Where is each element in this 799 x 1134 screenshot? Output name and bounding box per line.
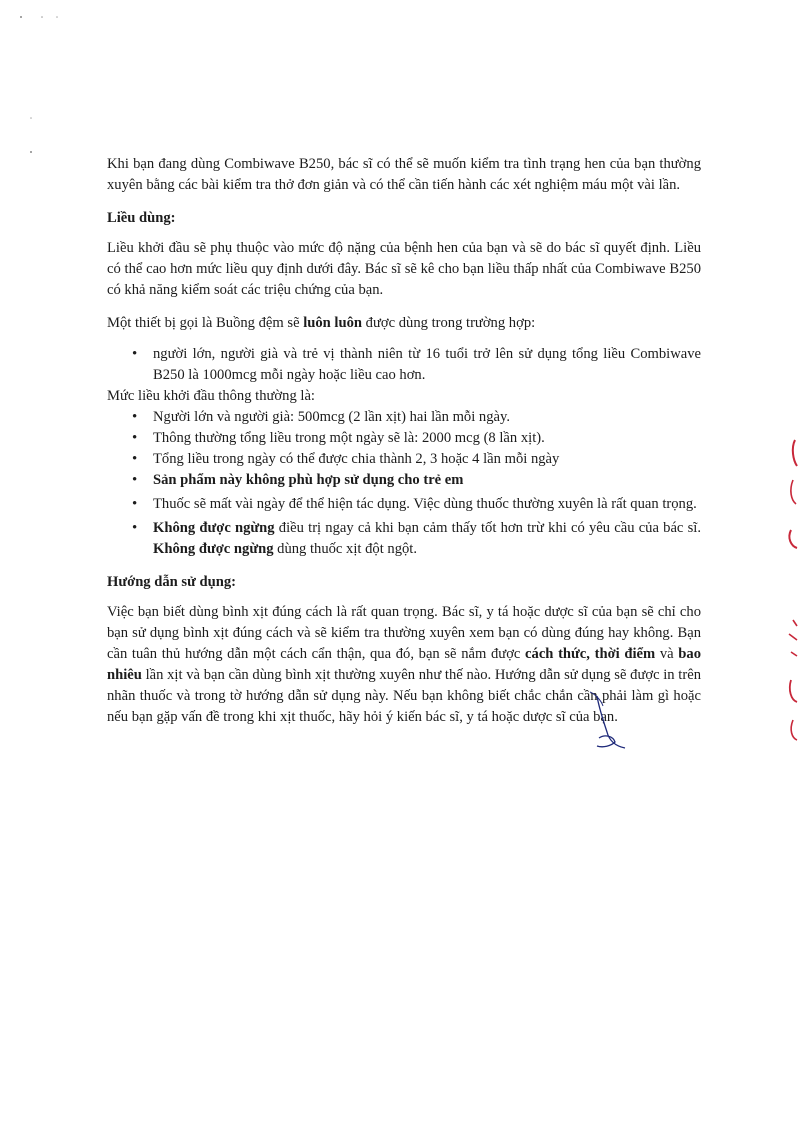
list-item: • Thông thường tổng liều trong một ngày sẽ là: 2000 mcg (8 lần xịt). <box>107 428 701 449</box>
spacer-list <box>107 344 701 386</box>
list-item: • người lớn, người già và trẻ vị thành niên từ 16 tuổi trở lên sử dụng tổng liều Combiwave B250 là 1000mcg mỗi ngày hoặc liều cao hơn. <box>107 344 701 386</box>
stamp-edge-mark <box>779 420 799 780</box>
document-body <box>107 154 701 728</box>
usage-heading: Hướng dẫn sử dụng: <box>107 574 237 590</box>
spacer-paragraph: Một thiết bị gọi là Buồng đệm sẽ luôn luôn được dùng trong trường hợp: <box>107 315 536 331</box>
intro-paragraph: Khi bạn đang dùng Combiwave B250, bác sĩ có thể sẽ muốn kiểm tra tình trạng hen của bạn thường xuyên bằng các bài kiểm tra thở đơn giản và có thể cần tiến hành các xét nghiệm máu một vài lần. <box>107 156 701 193</box>
always-emphasis: luôn luôn <box>303 315 363 331</box>
dosage-paragraph: Liều khởi đầu sẽ phụ thuộc vào mức độ nặng của bệnh hen của bạn và sẽ do bác sĩ quyết định. Liều có thể cao hơn mức liều quy định dưới đây. Bác sĩ sẽ kê cho bạn liều thấp nhất của Combiwave B250 có khả năng kiểm soát các triệu chứng của bạn. <box>107 240 701 298</box>
list-item: • Sản phẩm này không phù hợp sử dụng cho trẻ em <box>107 470 701 491</box>
list-item: • Thuốc sẽ mất vài ngày để thể hiện tác dụng. Việc dùng thuốc thường xuyên là rất quan trọng. <box>107 494 701 515</box>
list-item: • Tổng liều trong ngày có thể được chia thành 2, 3 hoặc 4 lần mỗi ngày <box>107 449 701 470</box>
list-item: • Không được ngừng điều trị ngay cả khi bạn cảm thấy tốt hơn trừ khi có yêu cầu của bác sĩ. Không được ngừng dùng thuốc xịt đột ngột. <box>107 518 701 560</box>
list-item: • Người lớn và người già: 500mcg (2 lần xịt) hai lần mỗi ngày. <box>107 407 701 428</box>
usual-dose-list <box>107 407 701 560</box>
pen-mark <box>585 690 645 760</box>
usage-paragraph: Việc bạn biết dùng bình xịt đúng cách là rất quan trọng. Bác sĩ, y tá hoặc dược sĩ của bạn sẽ chỉ cho bạn sử dụng bình xịt đúng cách và sẽ kiểm tra thường xuyên xem bạn có dùng đúng hay không. Bạn cần tuân thủ hướng dẫn một cách cẩn thận, qua đó, bạn sẽ nắm được cách thức, thời điểm và bao nhiêu lần xịt và bạn cần dùng bình xịt thường xuyên như thế nào. Hướng dẫn sử dụng sẽ được in trên nhãn thuốc và trong tờ hướng dẫn sử dụng này. Nếu bạn không biết chắc chắn cần phải làm gì hoặc nếu bạn gặp vấn đề trong khi xịt thuốc, hãy hỏi ý kiến bác sĩ, y tá hoặc dược sĩ của bạn. <box>107 604 701 725</box>
usual-dose-intro: Mức liều khởi đầu thông thường là: <box>107 388 315 404</box>
dosage-heading: Liều dùng: <box>107 210 176 226</box>
scan-specks <box>0 0 80 160</box>
